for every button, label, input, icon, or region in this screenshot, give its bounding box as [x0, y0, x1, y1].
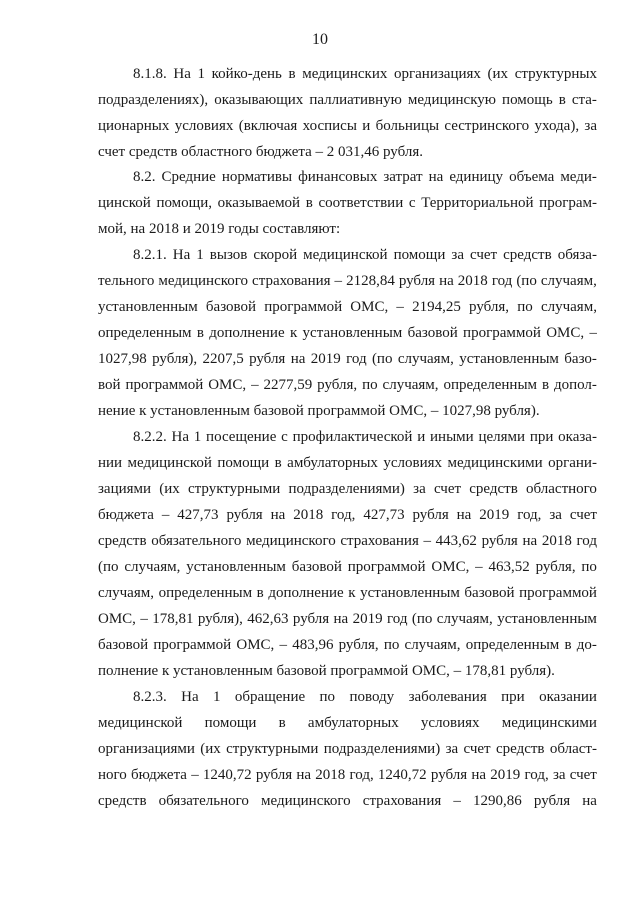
word: помощи — [217, 455, 270, 471]
word: ста- — [571, 92, 597, 108]
word: на — [333, 611, 349, 627]
word: счет — [433, 481, 462, 497]
word: по — [581, 559, 597, 575]
text-line — [98, 294, 597, 320]
word: год — [491, 273, 513, 289]
word: условиях — [383, 455, 443, 471]
word: при — [529, 429, 554, 445]
word: органи- — [548, 455, 597, 471]
word: больницы — [375, 118, 440, 134]
word: 2018 — [293, 507, 324, 523]
word: в — [558, 92, 566, 108]
word: установленным — [302, 325, 403, 341]
word: средств — [495, 741, 545, 757]
word: установленным — [360, 585, 460, 601]
text-line — [133, 424, 597, 450]
text-line — [98, 346, 597, 372]
word: до- — [576, 637, 597, 653]
word: медицинского — [158, 273, 249, 289]
word: нии — [98, 455, 123, 471]
word: случаям, — [98, 585, 154, 601]
word: (их — [159, 481, 180, 497]
word: в — [305, 195, 313, 211]
word: 463,52 — [488, 559, 530, 575]
word: тельного — [98, 273, 155, 289]
word: вой — [98, 377, 121, 393]
word: Территориальной — [421, 195, 534, 211]
word: 2194,25 — [412, 299, 461, 315]
word: счет — [463, 741, 491, 757]
word: в — [564, 637, 572, 653]
text-line — [98, 632, 597, 658]
text-line — [98, 762, 597, 788]
word: в — [541, 377, 550, 393]
word: 1 — [196, 247, 204, 263]
word: ОМС, — [431, 559, 470, 575]
text-line — [98, 268, 597, 294]
word: рубля — [533, 793, 571, 809]
word: медицинского — [246, 533, 336, 549]
text-line — [98, 450, 597, 476]
word: дополнение — [209, 325, 285, 341]
word: паллиативную — [309, 92, 402, 108]
word: базо- — [564, 351, 597, 367]
word: 2018 — [315, 767, 346, 783]
word: 443,62 — [435, 533, 477, 549]
word: област- — [549, 741, 597, 757]
word: амбулаторных — [287, 455, 378, 471]
word: счет — [569, 507, 597, 523]
word: по — [517, 299, 533, 315]
word: помощи, — [156, 195, 212, 211]
word: в — [288, 66, 296, 82]
word: 2207,5 — [202, 351, 244, 367]
word: страхования — [340, 533, 419, 549]
word: нормативы — [221, 169, 293, 185]
word: средств — [98, 793, 147, 809]
text-line — [98, 476, 597, 502]
word: определенным — [443, 377, 538, 393]
word: меди- — [560, 169, 597, 185]
word: обращение — [234, 689, 306, 705]
word: год, — [524, 767, 549, 783]
text-line — [98, 788, 597, 814]
word: (по — [411, 611, 433, 627]
word: скорой — [253, 247, 298, 263]
word: – — [396, 299, 404, 315]
text-line — [98, 87, 597, 113]
word: 483,96 — [292, 637, 334, 653]
word: за — [451, 247, 464, 263]
word: случаям, — [124, 559, 181, 575]
word: сестринского — [444, 118, 530, 134]
word: счет — [470, 247, 498, 263]
word: 2018 — [541, 533, 572, 549]
word: медицинскую — [407, 92, 496, 108]
word: – — [453, 793, 461, 809]
word: по — [362, 377, 378, 393]
word: базовой — [407, 325, 458, 341]
word: бюджета — [98, 507, 154, 523]
word: 8.2.1. — [133, 247, 167, 263]
word: 427,73 — [177, 507, 219, 523]
word: базовой — [98, 637, 149, 653]
word: ОМС, — [98, 611, 136, 627]
word: допол- — [553, 377, 597, 393]
word: – — [279, 637, 287, 653]
word: организациями — [98, 741, 195, 757]
word: медицинской — [303, 247, 388, 263]
word: на — [456, 507, 472, 523]
word: рубля — [255, 767, 293, 783]
word: в — [196, 325, 204, 341]
word: подразделениями) — [323, 741, 441, 757]
word: вызов — [209, 247, 248, 263]
word: посещение — [206, 429, 277, 445]
word: объема — [509, 169, 555, 185]
word: обяза- — [557, 247, 597, 263]
word: структурными — [226, 741, 319, 757]
word: (их — [200, 741, 221, 757]
word: с — [281, 429, 288, 445]
word: ОМС, — [546, 325, 585, 341]
word: установленным — [186, 559, 286, 575]
word: койко-день — [211, 66, 282, 82]
text-line — [98, 528, 597, 554]
word: 2019 — [490, 767, 521, 783]
word: 462,63 — [247, 611, 289, 627]
word: – — [251, 377, 259, 393]
word: На — [173, 66, 191, 82]
word: помощи — [393, 247, 446, 263]
word: при — [501, 689, 525, 705]
word: 2019 — [352, 611, 383, 627]
word: медицинской — [127, 455, 212, 471]
word: средств — [469, 481, 518, 497]
word: установленным — [459, 351, 559, 367]
text-line — [133, 164, 597, 190]
word: Средние — [161, 169, 216, 185]
text-line — [98, 190, 597, 216]
word: на — [290, 351, 306, 367]
text-line — [133, 61, 597, 87]
word: ОМС, — [350, 299, 389, 315]
word: установленным — [497, 611, 597, 627]
word: областного — [526, 481, 597, 497]
word: (их — [487, 66, 509, 82]
word: условиях — [420, 715, 480, 731]
word: единицу — [449, 169, 504, 185]
word: оказа- — [558, 429, 597, 445]
word: программой — [347, 559, 426, 575]
word: рубля — [249, 351, 286, 367]
word: организациях — [394, 66, 481, 82]
word: На — [171, 429, 190, 445]
word: структурными — [188, 481, 281, 497]
word: 2019 — [479, 507, 510, 523]
word: рубля), — [197, 611, 243, 627]
word: 1027,98 — [98, 351, 147, 367]
word: рубля, — [469, 299, 510, 315]
text-line — [98, 320, 597, 346]
word: рубля — [412, 507, 449, 523]
text-line — [98, 736, 597, 762]
word: в — [278, 715, 286, 731]
word: базовой — [205, 299, 257, 315]
word: определенным — [158, 585, 253, 601]
word: 427,73 — [363, 507, 405, 523]
word: 1 — [193, 429, 202, 445]
word: На — [172, 247, 191, 263]
word: к — [289, 325, 298, 341]
word: рубля — [398, 273, 436, 289]
word: и — [417, 429, 426, 445]
word: – — [140, 611, 148, 627]
word: помощь — [502, 92, 553, 108]
word: случаям, — [404, 637, 461, 653]
word: год, — [331, 507, 356, 523]
word: 2019 — [310, 351, 341, 367]
word: 2018 — [457, 273, 488, 289]
word: за — [413, 481, 426, 497]
word: оказании — [539, 689, 597, 705]
word: на — [428, 169, 444, 185]
word: обязательного — [151, 533, 242, 549]
word: 8.2.3. — [133, 689, 167, 705]
word: финансовых — [298, 169, 378, 185]
word: целями — [478, 429, 526, 445]
word: средств — [503, 247, 552, 263]
word: медицинских — [302, 66, 388, 82]
word: ОМС, — [208, 377, 247, 393]
word: программой — [125, 377, 204, 393]
word: 1240,72 — [377, 767, 427, 783]
word: (включая — [238, 118, 298, 134]
word: – — [191, 767, 199, 783]
word: установленным — [98, 299, 198, 315]
word: и — [362, 118, 371, 134]
word: цинской — [98, 195, 151, 211]
word: программой — [264, 299, 343, 315]
word: – — [423, 533, 432, 549]
word: на — [471, 767, 487, 783]
word: случаям, — [436, 611, 493, 627]
word: за — [552, 767, 566, 783]
word: 2277,59 — [263, 377, 313, 393]
word: базовой — [464, 585, 515, 601]
word: профилактической — [292, 429, 413, 445]
word: 1240,72 — [202, 767, 252, 783]
word: дополнение — [268, 585, 344, 601]
word: определенным — [465, 637, 560, 653]
word: рубля — [430, 767, 468, 783]
word: подразделениях), — [98, 92, 209, 108]
word: на — [439, 273, 454, 289]
word: базовой — [291, 559, 342, 575]
word: 8.2.2. — [133, 429, 167, 445]
word: год — [387, 611, 408, 627]
word: рубля — [226, 507, 263, 523]
word: – — [475, 559, 483, 575]
word: 1 — [197, 66, 205, 82]
word: (по — [371, 351, 393, 367]
word: амбулаторных — [307, 715, 399, 731]
word: медицинской — [98, 715, 183, 731]
word: на — [582, 793, 597, 809]
word: зациями — [98, 481, 152, 497]
word: ухода), — [534, 118, 580, 134]
word: ОМС, — [236, 637, 275, 653]
word: медицинскими — [447, 455, 543, 471]
word: (по — [98, 559, 119, 575]
word: медицинскими — [501, 715, 597, 731]
word: поводу — [349, 689, 395, 705]
word: иными — [430, 429, 474, 445]
text-line — [98, 502, 597, 528]
word: с — [408, 195, 416, 211]
word: 178,81 — [152, 611, 194, 627]
text-line — [98, 710, 597, 736]
word: обязательного — [158, 793, 249, 809]
word: (по — [516, 273, 537, 289]
text-line — [133, 684, 597, 710]
text-line: счет средств областного бюджета – 2 031,46 рубля. — [98, 144, 424, 160]
text-line — [98, 372, 597, 398]
word: условиях — [174, 118, 234, 134]
word: год, — [517, 507, 542, 523]
word: соответствии — [318, 195, 404, 211]
word: год, — [349, 767, 374, 783]
word: 1290,86 — [473, 793, 522, 809]
word: рубля — [292, 611, 330, 627]
word: бюджета — [131, 767, 187, 783]
word: 2128,84 — [346, 273, 395, 289]
word: рубля, — [535, 559, 576, 575]
word: затрат — [383, 169, 423, 185]
word: средств — [98, 533, 147, 549]
word: случаям, — [397, 351, 454, 367]
word: случаям, — [382, 377, 439, 393]
word: за — [445, 741, 459, 757]
word: год — [346, 351, 367, 367]
word: 8.2. — [133, 169, 156, 185]
word: ционарных — [98, 118, 170, 134]
word: в — [256, 585, 264, 601]
word: рубля — [481, 533, 518, 549]
word: на — [522, 533, 538, 549]
word: оказываемой — [217, 195, 301, 211]
word: хосписы — [302, 118, 357, 134]
word: 1 — [213, 689, 221, 705]
page-number: 10 — [312, 31, 328, 48]
word: – — [161, 507, 170, 523]
word: на — [296, 767, 312, 783]
word: медицинского — [261, 793, 351, 809]
word: счет — [569, 767, 597, 783]
word: оказывающих — [214, 92, 304, 108]
word: в — [274, 455, 282, 471]
word: ного — [98, 767, 127, 783]
word: по — [319, 689, 336, 705]
word: подразделениями) — [288, 481, 405, 497]
text-line — [98, 580, 597, 606]
word: На — [181, 689, 199, 705]
word: рубля, — [317, 377, 358, 393]
word: структурных — [514, 66, 597, 82]
word: к — [348, 585, 356, 601]
word: – — [589, 325, 597, 341]
word: программой — [519, 585, 597, 601]
word: определенным — [98, 325, 192, 341]
word: за — [584, 118, 597, 134]
word: – — [334, 273, 343, 289]
word: по — [383, 637, 400, 653]
word: програм- — [539, 195, 597, 211]
text-line — [98, 554, 597, 580]
word: страхования — [252, 273, 331, 289]
word: рубля), — [152, 351, 198, 367]
word: программой — [153, 637, 232, 653]
text-line: мой, на 2018 и 2019 годы составляют: — [98, 221, 341, 237]
word: программой — [463, 325, 541, 341]
text-line — [133, 242, 597, 268]
text-line: полнение к установленным базовой программой ОМС, – 178,81 рубля). — [98, 663, 555, 679]
text-line — [98, 113, 597, 139]
text-line — [98, 606, 597, 632]
text-line: нение к установленным базовой программой ОМС, – 1027,98 рубля). — [98, 403, 540, 419]
word: 8.1.8. — [133, 66, 167, 82]
word: год — [576, 533, 597, 549]
word: случаям, — [540, 273, 597, 289]
word: рубля, — [338, 637, 379, 653]
word: страхования — [362, 793, 442, 809]
word: случаям, — [540, 299, 597, 315]
word: заболевания — [408, 689, 487, 705]
word: на — [270, 507, 286, 523]
word: за — [549, 507, 562, 523]
word: помощи — [204, 715, 257, 731]
